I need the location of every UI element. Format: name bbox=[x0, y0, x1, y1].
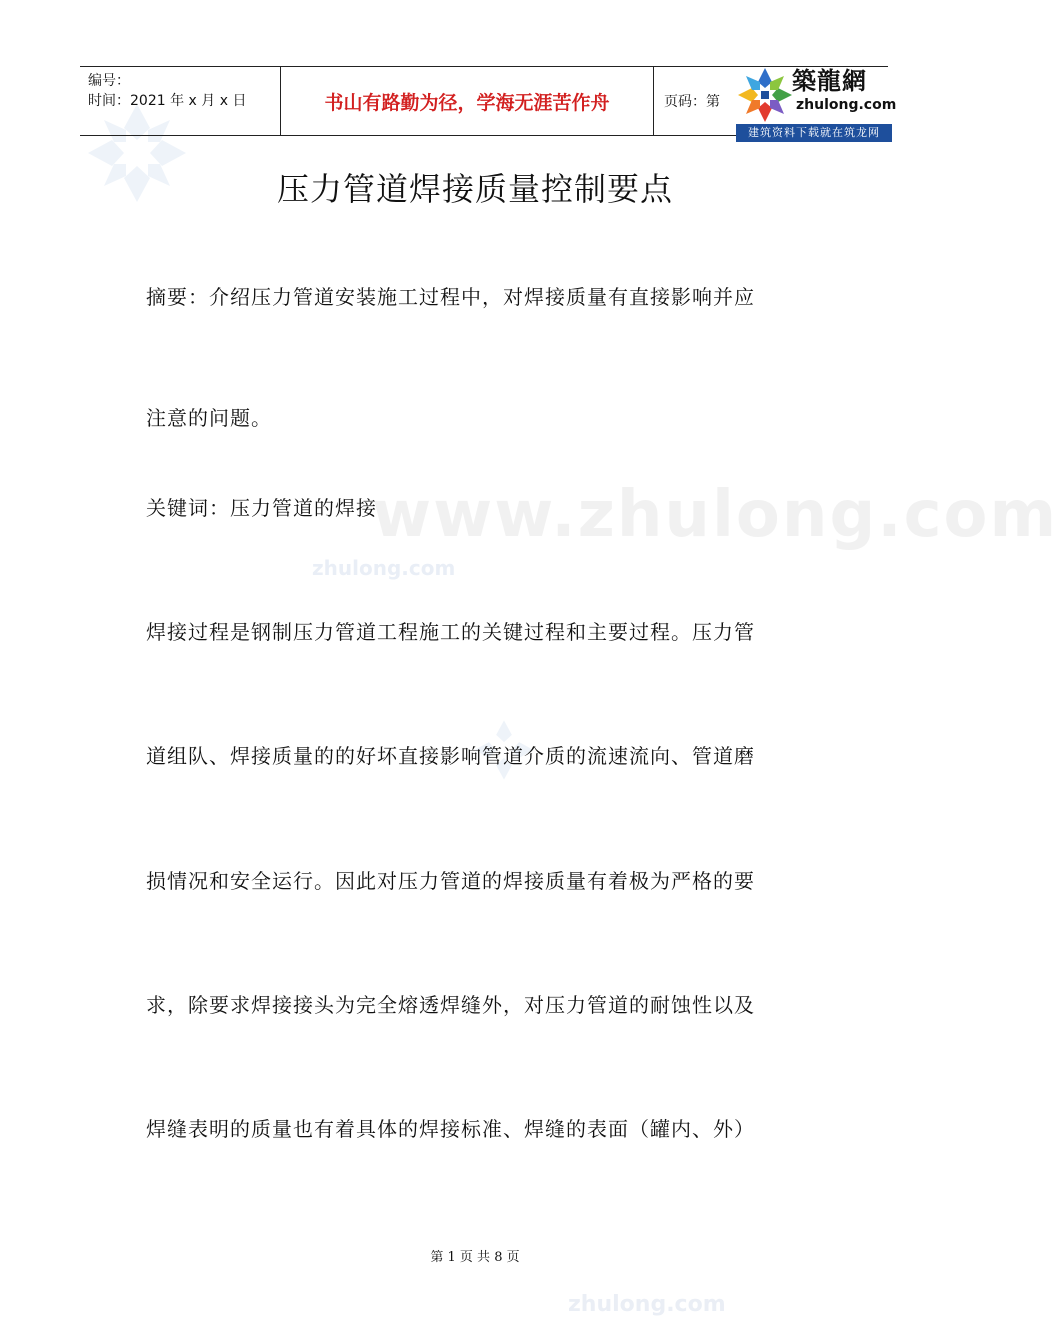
zhulong-logo bbox=[736, 66, 897, 142]
body-line-2: 道组队、焊接质量的的好坏直接影响管道介质的流速流向、管道磨 bbox=[146, 744, 755, 768]
page-number-label: 页码：第 bbox=[664, 94, 720, 110]
number-label: 编号： bbox=[88, 73, 130, 89]
header-motto: 书山有路勤为径，学海无涯苦作舟 bbox=[280, 67, 654, 135]
logo-snowflake-icon bbox=[736, 66, 794, 124]
logo-chinese-name: 築龍網 bbox=[792, 66, 867, 95]
page-footer: 第 1 页 共 8 页 bbox=[430, 1250, 520, 1265]
header-meta bbox=[80, 67, 280, 135]
body-line-3: 损情况和安全运行。因此对压力管道的焊接质量有着极为严格的要 bbox=[146, 869, 755, 893]
document-title: 压力管道焊接质量控制要点 bbox=[276, 170, 673, 208]
watermark-text: www.zhulong.com bbox=[372, 478, 1058, 552]
time-label: 时间：2021 年 x 月 x 日 bbox=[88, 93, 247, 109]
body-line-1: 焊接过程是钢制压力管道工程施工的关键过程和主要过程。压力管 bbox=[146, 620, 755, 644]
logo-domain: zhulong.com bbox=[796, 97, 897, 113]
watermark-text: zhulong.com bbox=[568, 1292, 726, 1317]
abstract-line-1: 摘要：介绍压力管道安装施工过程中，对焊接质量有直接影响并应 bbox=[146, 285, 755, 309]
abstract-line-2: 注意的问题。 bbox=[146, 406, 272, 430]
body-line-4: 求，除要求焊接接头为完全熔透焊缝外，对压力管道的耐蚀性以及 bbox=[146, 993, 755, 1017]
watermark-text: zhulong.com bbox=[312, 556, 456, 580]
body-line-5: 焊缝表明的质量也有着具体的焊接标准、焊缝的表面（罐内、外） bbox=[146, 1117, 755, 1141]
logo-banner: 建筑资料下载就在筑龙网 bbox=[736, 124, 892, 142]
keywords-line: 关键词：压力管道的焊接 bbox=[146, 496, 377, 520]
